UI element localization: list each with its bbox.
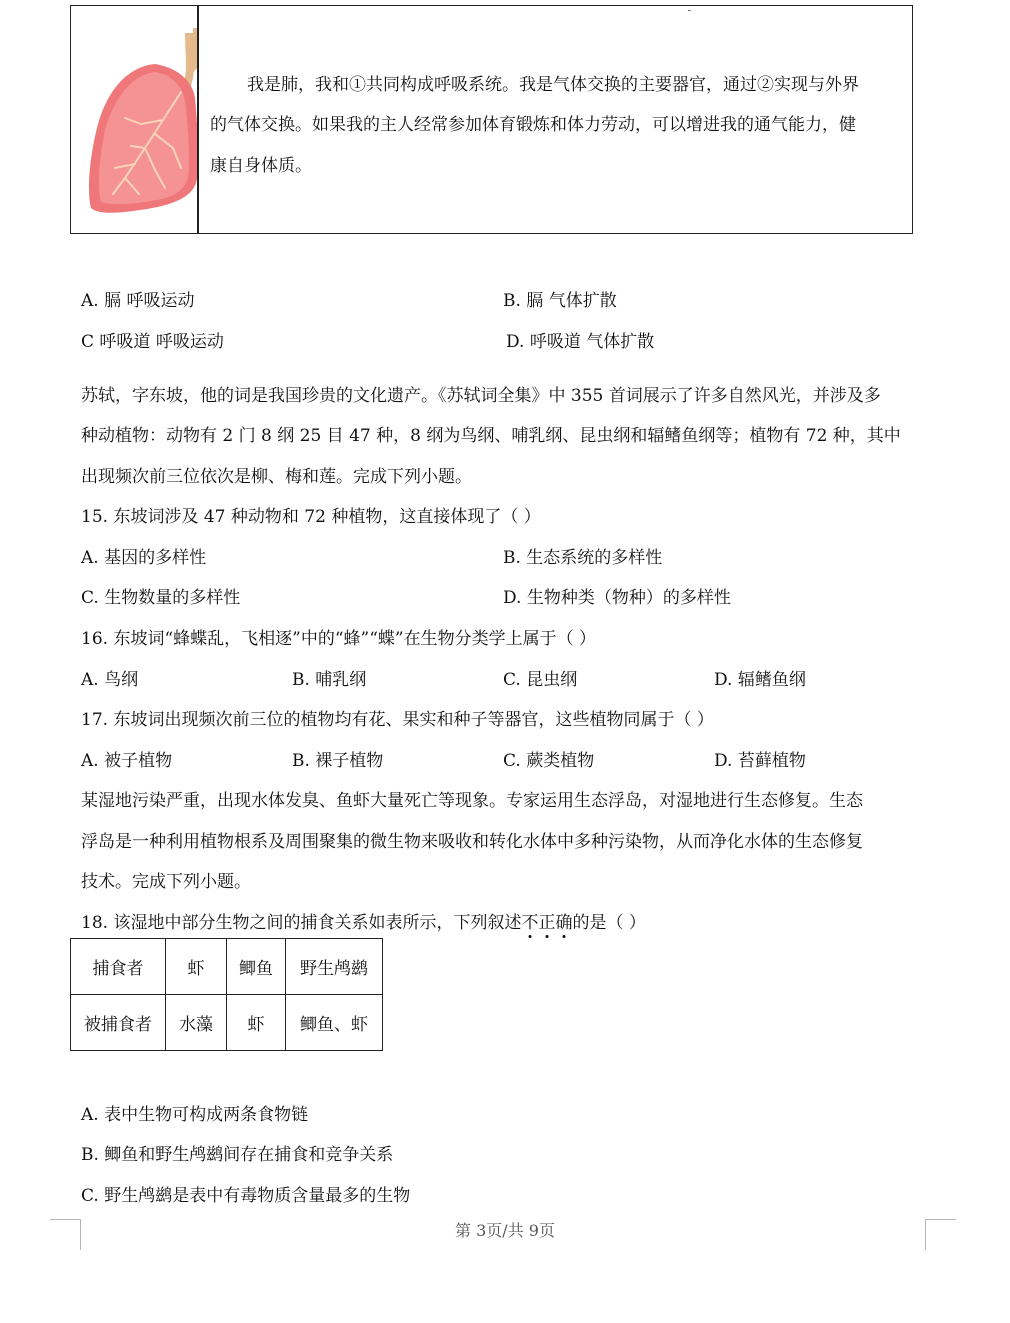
q18-option-b[interactable]: B. 鲫鱼和野生鸬鹚间存在捕食和竞争关系	[81, 1145, 394, 1165]
q17-option-c[interactable]: C. 蕨类植物	[503, 751, 595, 771]
card-text-line-2: 的气体交换。如果我的主人经常参加体育锻炼和体力劳动，可以增进我的通气能力，健	[210, 115, 856, 135]
table-cell: 被捕食者	[71, 995, 166, 1051]
q14-option-b[interactable]: B. 膈 气体扩散	[503, 291, 617, 311]
q18-emphasis-char: 正	[538, 913, 556, 933]
q17-option-a[interactable]: A. 被子植物	[81, 751, 173, 771]
q16-option-b[interactable]: B. 哺乳纲	[292, 670, 367, 690]
q17-stem: 17. 东坡词出现频次前三位的植物均有花、果实和种子等器官，这些植物同属于（ ）	[81, 710, 714, 730]
card-text-line-3: 康自身体质。	[210, 156, 312, 176]
lung-illustration-icon	[85, 28, 197, 218]
q15-option-c[interactable]: C. 生物数量的多样性	[81, 588, 241, 608]
table-cell: 捕食者	[71, 939, 166, 995]
q18-emphasis-char: 不	[521, 913, 539, 933]
table-cell: 鲫鱼	[227, 939, 286, 995]
table-row	[71, 995, 383, 1051]
card-divider	[197, 6, 199, 233]
q14-option-a[interactable]: A. 膈 呼吸运动	[81, 291, 195, 311]
table-cell: 水藻	[166, 995, 227, 1051]
q18-stem-prefix: 18. 该湿地中部分生物之间的捕食关系如表所示，下列叙述	[81, 913, 522, 933]
q18-option-c[interactable]: C. 野生鸬鹚是表中有毒物质含量最多的生物	[81, 1186, 411, 1206]
q15-option-a[interactable]: A. 基因的多样性	[81, 548, 207, 568]
table-cell: 野生鸬鹚	[286, 939, 383, 995]
q17-option-b[interactable]: B. 裸子植物	[292, 751, 384, 771]
q18-stem-suffix: 的是（ ）	[572, 913, 646, 933]
q15-option-d[interactable]: D. 生物种类（物种）的多样性	[503, 588, 731, 608]
table-row	[71, 939, 383, 995]
q16-option-d[interactable]: D. 辐鳍鱼纲	[714, 670, 806, 690]
q14-option-d[interactable]: D. 呼吸道 气体扩散	[506, 332, 655, 352]
q17-option-d[interactable]: D. 苔藓植物	[714, 751, 806, 771]
q16-stem: 16. 东坡词“蜂蝶乱，飞相逐”中的“蜂”“蝶”在生物分类学上属于（ ）	[81, 629, 596, 649]
table-cell: 鲫鱼、虾	[286, 995, 383, 1051]
passage2-line-2: 浮岛是一种利用植物根系及周围聚集的微生物来吸收和转化水体中多种污染物，从而净化水体的生态修复	[81, 832, 863, 852]
stray-mark	[688, 10, 691, 11]
passage2-line-3: 技术。完成下列小题。	[81, 872, 251, 892]
q15-stem: 15. 东坡词涉及 47 种动物和 72 种植物，这直接体现了（ ）	[81, 507, 541, 527]
q18-option-a[interactable]: A. 表中生物可构成两条食物链	[81, 1105, 309, 1125]
q14-option-c[interactable]: C 呼吸道 呼吸运动	[81, 332, 224, 352]
page-number: 第 3页/共 9页	[455, 1221, 555, 1240]
lung-info-card	[70, 5, 913, 234]
q18-emphasis-char: 确	[555, 913, 573, 933]
table-cell: 虾	[166, 939, 227, 995]
passage1-line-2: 种动植物：动物有 2 门 8 纲 25 目 47 种，8 纲为鸟纲、哺乳纲、昆虫纲和辐鳍鱼纲等；植物有 72 种，其中	[81, 426, 901, 446]
table-cell: 虾	[227, 995, 286, 1051]
q16-option-c[interactable]: C. 昆虫纲	[503, 670, 578, 690]
passage1-line-1: 苏轼，字东坡，他的词是我国珍贵的文化遗产。《苏轼词全集》中 355 首词展示了许多自然风光，并涉及多	[81, 386, 881, 406]
q18-stem	[81, 908, 646, 933]
passage1-line-3: 出现频次前三位依次是柳、梅和莲。完成下列小题。	[81, 467, 472, 487]
passage2-line-1: 某湿地污染严重，出现水体发臭、鱼虾大量死亡等现象。专家运用生态浮岛，对湿地进行生态修复。生态	[81, 791, 863, 811]
predation-table	[70, 938, 383, 1051]
card-text-line-1: 我是肺，我和①共同构成呼吸系统。我是气体交换的主要器官，通过②实现与外界	[247, 75, 859, 95]
q16-option-a[interactable]: A. 鸟纲	[81, 670, 139, 690]
q15-option-b[interactable]: B. 生态系统的多样性	[503, 548, 663, 568]
